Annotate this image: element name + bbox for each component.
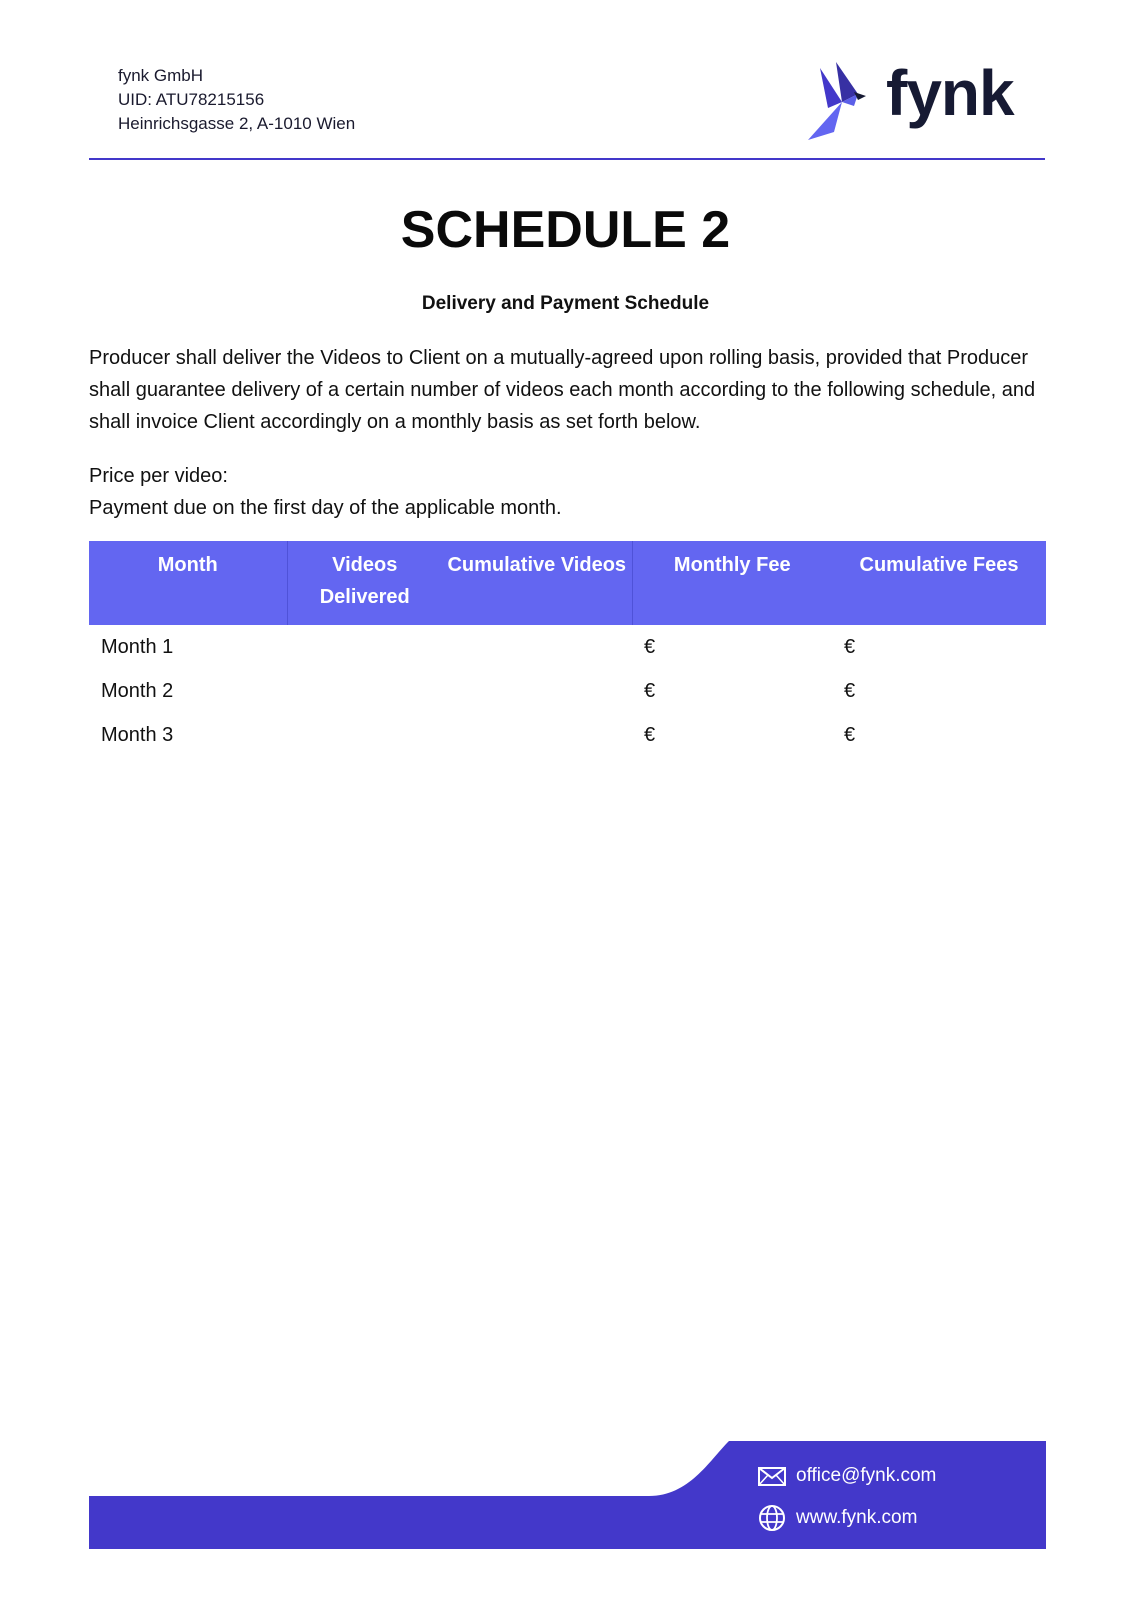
price-per-video: Price per video: xyxy=(89,465,228,487)
website-link[interactable]: www.fynk.com xyxy=(796,1507,918,1528)
table-header-row xyxy=(89,541,1046,625)
cell-cumulative-fees: € xyxy=(844,679,856,702)
header-videos-delivered: Videos Delivered xyxy=(287,541,442,625)
mail-icon xyxy=(757,1461,787,1491)
cell-monthly-fee: € xyxy=(644,723,656,746)
cell-videos xyxy=(287,625,442,669)
page-subtitle: Delivery and Payment Schedule xyxy=(421,293,710,314)
globe-icon xyxy=(757,1503,787,1533)
cell-month: Month 3 xyxy=(101,723,174,746)
footer-email[interactable] xyxy=(757,1461,936,1491)
cell-monthly-fee: € xyxy=(644,679,656,702)
company-uid: UID: ATU78215156 xyxy=(118,90,265,109)
table-row xyxy=(89,625,1046,669)
header-divider xyxy=(89,158,1045,160)
company-info xyxy=(118,64,355,136)
cell-monthly-fee: € xyxy=(644,635,656,658)
cell-cumulative-videos xyxy=(442,625,632,669)
logo-wordmark: fynk xyxy=(886,57,1014,129)
company-address: Heinrichsgasse 2, A-1010 Wien xyxy=(118,114,356,133)
price-block xyxy=(89,460,562,524)
payment-due: Payment due on the first day of the applicable month. xyxy=(89,497,562,519)
schedule-table xyxy=(89,541,1046,757)
cell-videos xyxy=(287,713,442,757)
cell-videos xyxy=(287,669,442,713)
cell-month: Month 1 xyxy=(101,635,174,658)
fynk-logo xyxy=(808,57,1014,142)
fynk-bird-logo-icon xyxy=(808,62,884,142)
footer-website[interactable] xyxy=(757,1503,917,1533)
company-name: fynk GmbH xyxy=(118,66,204,85)
intro-paragraph: Producer shall deliver the Videos to Client on a mutually-agreed upon rolling basis, provided that Producer shall guarantee delivery of a certain number of videos each month according to the following schedule, and shall invoice Client accordingly on a monthly basis as set forth below. xyxy=(89,347,1036,433)
header-monthly-fee: Monthly Fee xyxy=(632,541,832,625)
header-month: Month xyxy=(89,541,287,625)
page-title: SCHEDULE 2 xyxy=(400,201,731,259)
cell-cumulative-fees: € xyxy=(844,635,856,658)
header-cumulative-fees: Cumulative Fees xyxy=(832,541,1046,625)
footer-band xyxy=(89,1441,1046,1549)
header-cumulative-videos: Cumulative Videos xyxy=(442,541,632,625)
cell-cumulative-videos xyxy=(442,669,632,713)
table-row xyxy=(89,713,1046,757)
cell-month: Month 2 xyxy=(101,679,174,702)
email-link[interactable]: office@fynk.com xyxy=(796,1465,937,1486)
table-row xyxy=(89,669,1046,713)
cell-cumulative-fees: € xyxy=(844,723,856,746)
cell-cumulative-videos xyxy=(442,713,632,757)
